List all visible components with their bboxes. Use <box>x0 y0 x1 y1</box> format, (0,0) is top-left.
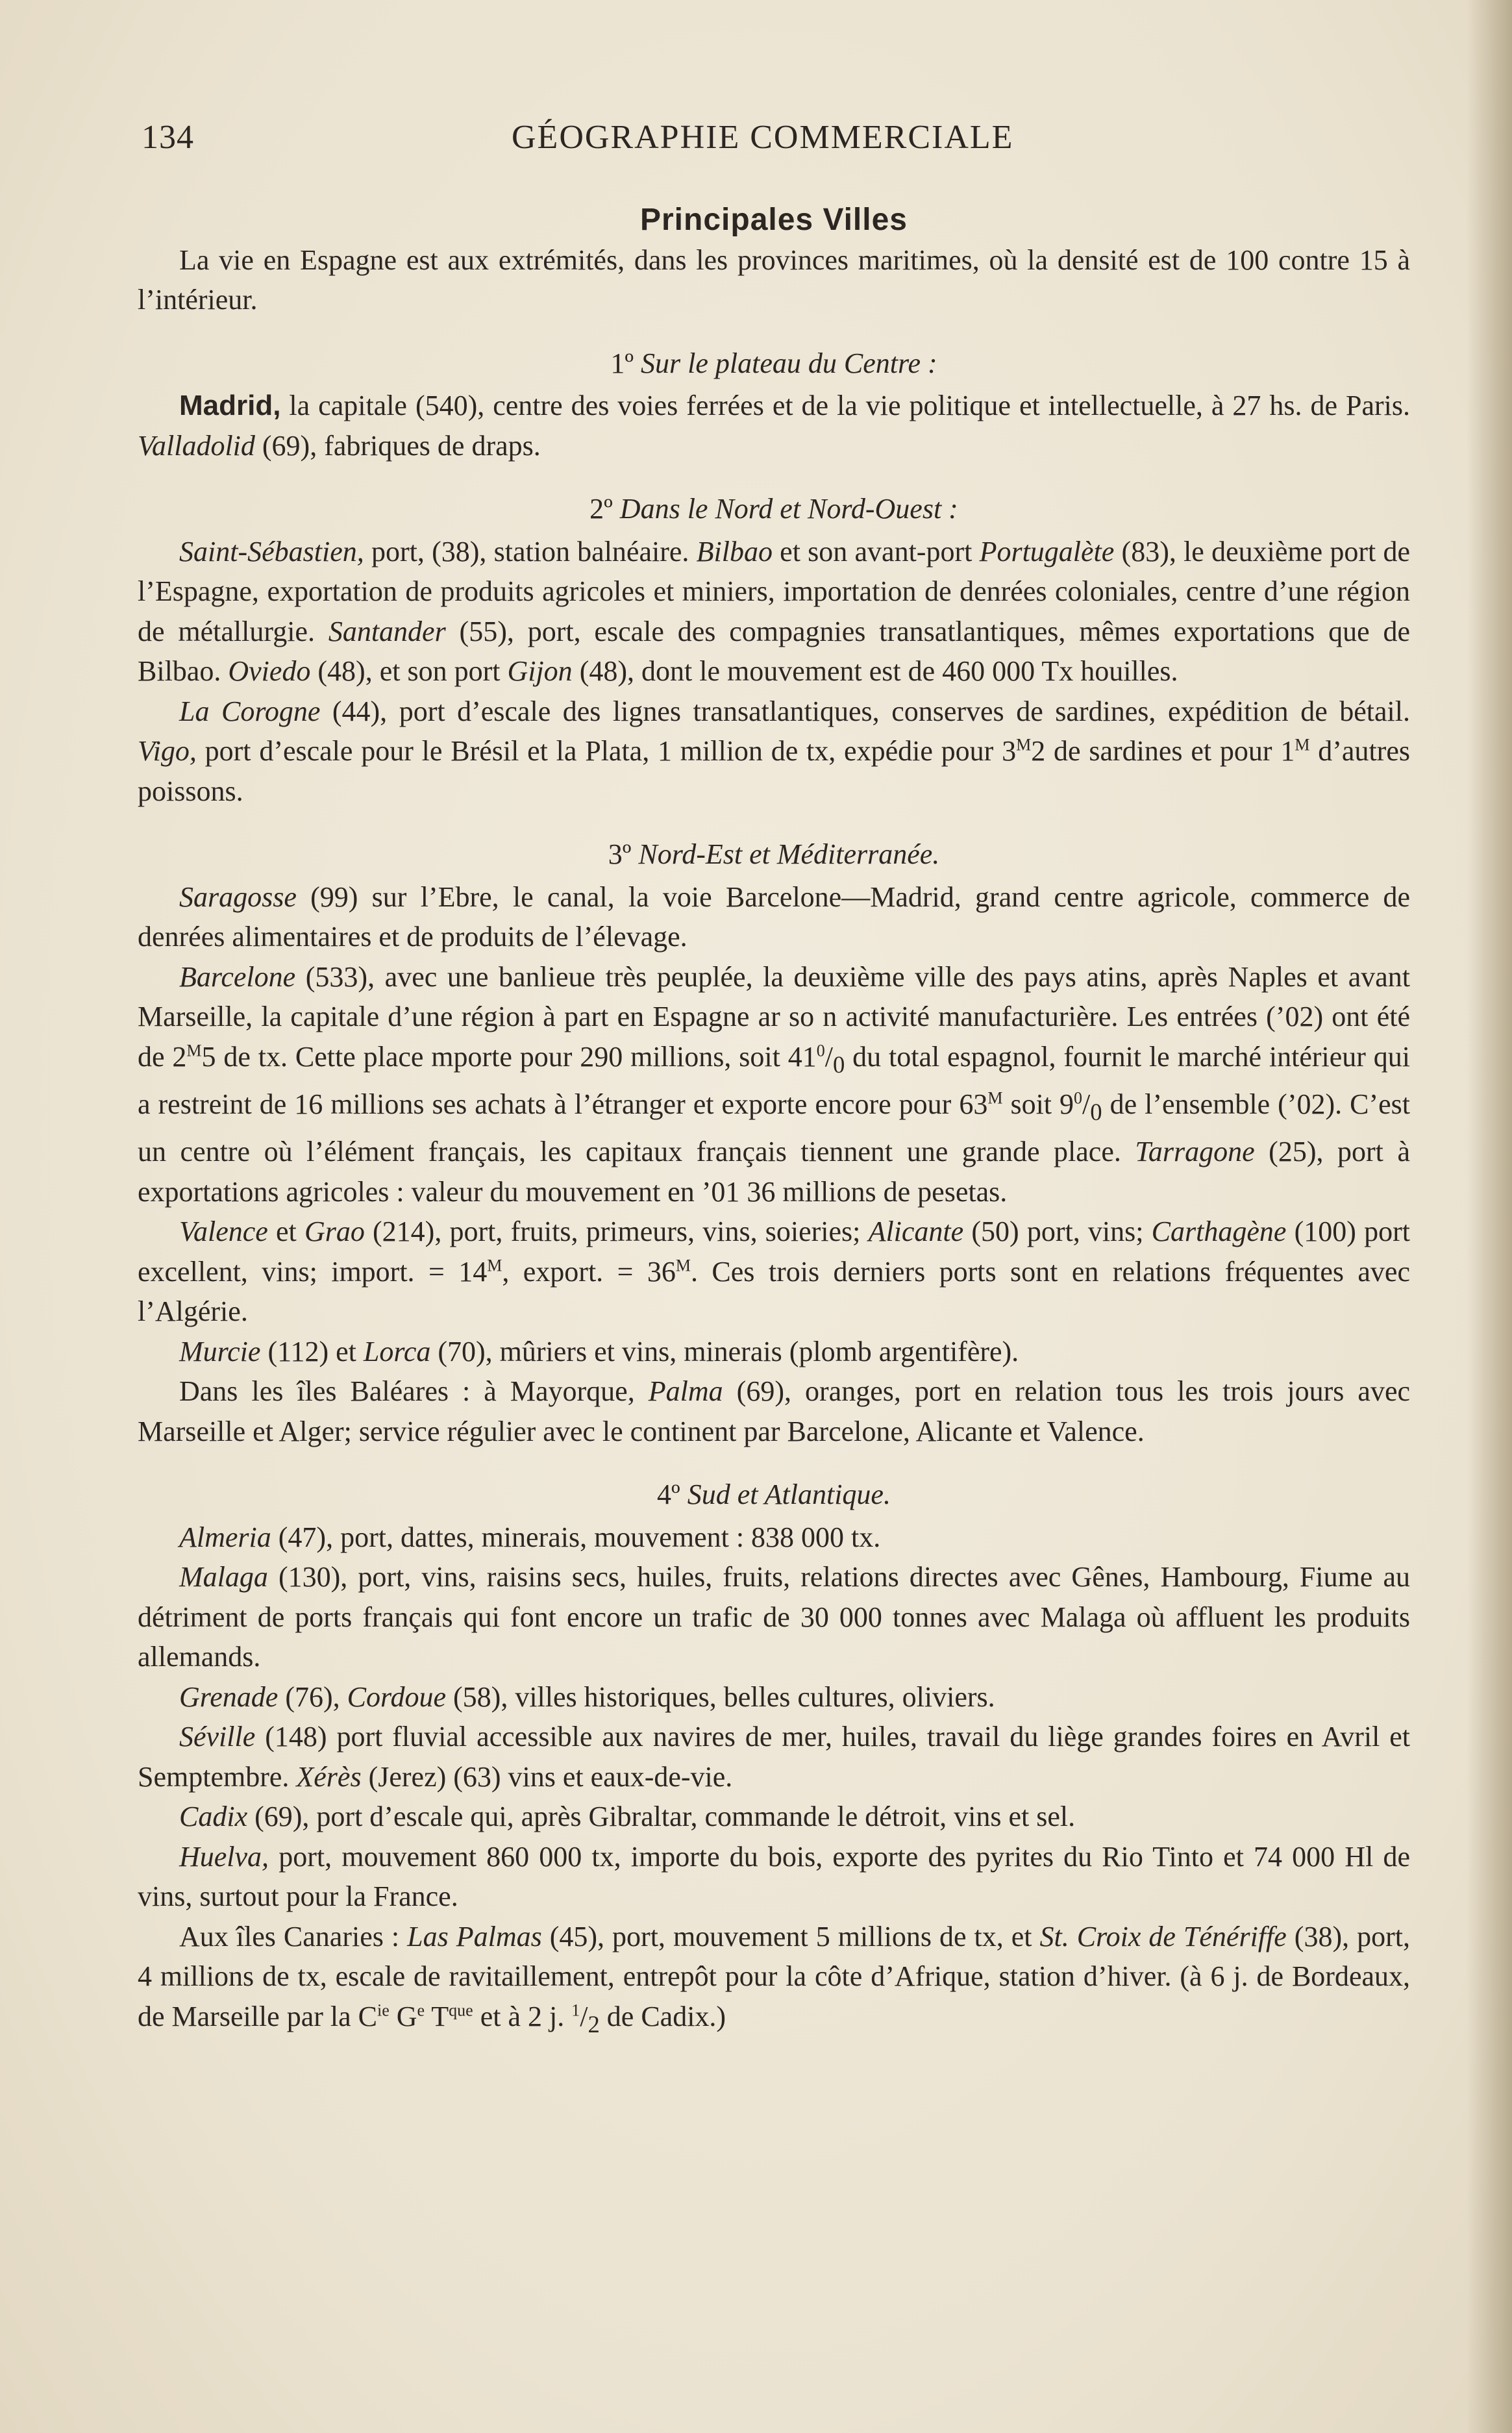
city-name: Murcie <box>179 1335 261 1367</box>
paragraph-barcelone <box>138 957 1410 1212</box>
text-run: (112) et <box>260 1335 364 1367</box>
section-heading-sud <box>138 1475 1410 1515</box>
superscript: que <box>449 2000 473 2019</box>
subscript: 0 <box>1090 1098 1102 1125</box>
paragraph-huelva <box>138 1837 1410 1917</box>
city-name: Oviedo <box>228 655 311 687</box>
intro-paragraph: La vie en Espagne est aux extrémités, dans les provinces maritimes, où la densité est de 100 contre 15 à l’intérieur. <box>138 243 1410 316</box>
city-name: Séville <box>179 1721 256 1753</box>
text-run: de Cadix.) <box>599 2000 726 2032</box>
text-run: (45), port, mouvement 5 millions de tx, et <box>541 1920 1040 1953</box>
paragraph-murcie <box>138 1332 1410 1372</box>
text-run: Aux îles Canaries : <box>179 1920 408 1953</box>
text-run: (Jerez) (63) vins et eaux-de-vie. <box>361 1760 733 1793</box>
city-name: St. Croix de Ténériffe <box>1039 1920 1287 1953</box>
text-run: / <box>580 2000 588 2032</box>
city-name: Valladolid <box>138 429 255 462</box>
text-run: (25), port à exportations agricoles : valeur du mouvement en ’01 36 millions de pesetas. <box>138 1136 1410 1208</box>
text-run: (70), mûriers et vins, minerais (plomb argentifère). <box>430 1335 1019 1367</box>
text-run: (214), port, fruits, primeurs, vins, soieries; <box>364 1216 869 1248</box>
text-run: (69), fabriques de draps. <box>254 429 541 462</box>
page-title: Principales Villes <box>639 203 908 237</box>
text-run: (76), <box>278 1680 347 1713</box>
text-run: (130), port, vins, raisins secs, huiles, fruits, relations directes avec Gênes, Hambourg, Fiume au détriment de ports français qui font encore un trafic de 30 000 tonnes avec Malaga où affluent les produits allemands. <box>138 1561 1410 1673</box>
city-name: Huelva, <box>179 1840 269 1873</box>
text-run: (148) port fluvial accessible aux navires de mer, huiles, travail du liège grandes foires en Avril et Semptembre. <box>138 1721 1410 1793</box>
superscript: 0 <box>1074 1088 1083 1108</box>
section-title: Dans le Nord et Nord-Ouest : <box>619 493 958 525</box>
superscript: M <box>987 1088 1003 1108</box>
running-header <box>142 118 1407 164</box>
page-content <box>138 200 1410 2044</box>
text-run: / <box>824 1040 833 1073</box>
text-run: (69), oranges, port en relation tous les trois jours avec Marseille et Alger; service régulier avec le continent par Barcelone, Alicante et Valence. <box>138 1375 1411 1447</box>
city-name: Cordoue <box>347 1680 447 1713</box>
text-run: (55), port, escale des compagnies transatlantiques, mêmes exportations que de Bilbao. <box>138 615 1411 687</box>
superscript: 0 <box>816 1040 825 1060</box>
superscript: M <box>487 1255 502 1275</box>
city-name: Madrid, <box>179 390 281 421</box>
section-heading-est <box>138 834 1410 875</box>
city-name: Cadix <box>179 1801 248 1833</box>
text-run: (48), et son port <box>310 655 508 687</box>
text-run: (48), dont le mouvement est de 460 000 Tx houilles. <box>572 655 1178 687</box>
text-run: et son avant-port <box>772 535 980 568</box>
city-name: La Corogne <box>179 695 321 727</box>
city-name: Alicante <box>868 1216 964 1248</box>
city-name: Tarragone <box>1135 1136 1255 1168</box>
city-name: Grao <box>304 1216 365 1248</box>
city-name: Barcelone <box>179 960 296 993</box>
text-run: T <box>425 2000 449 2032</box>
text-run: . Ces trois derniers ports sont en relations fréquentes avec l’Algérie. <box>138 1255 1410 1328</box>
text-run: 5 de tx. Cette place mporte pour 290 millions, soit 41 <box>201 1040 817 1073</box>
city-name: Palma <box>648 1375 723 1408</box>
text-run: (69), port d’escale qui, après Gibraltar, commande le détroit, vins et sel. <box>247 1801 1076 1833</box>
text-run: (100) port excellent, vins; import. = 14 <box>138 1216 1410 1288</box>
city-name: Santander <box>328 615 446 647</box>
text-run: (44), port d’escale des lignes transatlantiques, conserves de sardines, expédition de bétail. <box>320 695 1410 727</box>
section-title: Sud et Atlantique. <box>687 1479 891 1511</box>
text-run: (83), le deuxième port de l’Espagne, exportation de produits agricoles et miniers, importation de denrées coloniales, centre d’une région de métallurgie. <box>138 535 1410 647</box>
section-title: Sur le plateau du Centre : <box>641 347 937 379</box>
city-name: Las Palmas <box>407 1920 542 1953</box>
superscript: e <box>417 2000 425 2019</box>
superscript: M <box>186 1040 202 1060</box>
city-name: Vigo, <box>138 735 197 767</box>
city-name: Grenade <box>179 1680 279 1713</box>
city-name: Carthagène <box>1151 1216 1287 1248</box>
text-run: 2 de sardines et pour 1 <box>1031 735 1295 767</box>
page-number: 134 <box>142 119 194 156</box>
text-run: (38), port, 4 millions de tx, escale de ravitaillement, entrepôt pour la côte d’Afrique, station d’hiver. (à 6 j. de Bordeaux, de Marseille par la C <box>138 1920 1410 2032</box>
paragraph-madrid <box>138 386 1410 466</box>
text-run: G <box>389 2000 417 2032</box>
paragraph-grenade <box>138 1677 1410 1717</box>
text-run: port d’escale pour le Brésil et la Plata, 1 million de tx, expédie pour 3 <box>196 735 1017 767</box>
section-number: 1º <box>610 347 634 379</box>
section-number: 3º <box>608 838 632 870</box>
city-name: Portugalète <box>979 535 1115 568</box>
text-run: la capitale (540), centre des voies ferrées et de la vie politique et intellectuelle, à 27 hs. de Paris. <box>280 390 1410 421</box>
paragraph-canaries <box>138 1917 1410 2044</box>
paragraph-seville <box>138 1717 1410 1797</box>
section-number: 2º <box>589 493 613 525</box>
text-run: et à 2 j. <box>473 2000 572 2032</box>
text-run: (47), port, dattes, minerais, mouvement : 838 000 tx. <box>271 1521 881 1553</box>
superscript: ie <box>377 2000 390 2019</box>
text-run: de l’ensemble (’02). C’est un centre où l’élément français, les capitaux français tiennent une grande place. <box>138 1088 1411 1168</box>
text-run: port, mouvement 860 000 tx, importe du bois, exporte des pyrites du Rio Tinto et 74 000 Hl de vins, surtout pour la France. <box>138 1840 1410 1913</box>
paragraph-nord-2 <box>138 692 1410 812</box>
text-run: (99) sur l’Ebre, le canal, la voie Barcelone—Madrid, grand centre agricole, commerce de denrées alimentaires et de produits de l’élevage. <box>138 880 1410 953</box>
section-title: Nord-Est et Méditerranée. <box>638 838 940 870</box>
superscript: M <box>675 1255 691 1275</box>
superscript: 1 <box>571 2000 580 2019</box>
paragraph-cadix <box>138 1797 1410 1837</box>
city-name: Valence <box>179 1216 268 1248</box>
paragraph-saragosse <box>138 877 1410 957</box>
running-title: GÉOGRAPHIE COMMERCIALE <box>512 119 1014 156</box>
section-heading-centre <box>138 343 1410 384</box>
subscript: 2 <box>588 2010 600 2038</box>
city-name: Bilbao <box>696 535 773 568</box>
paragraph-malaga <box>138 1557 1410 1677</box>
city-name: Malaga <box>179 1561 268 1593</box>
city-name: Saint-Sébastien, <box>179 535 364 568</box>
paragraph-nord-1 <box>138 532 1410 692</box>
text-run: (58), villes historiques, belles cultures, oliviers. <box>446 1680 995 1713</box>
text-run: soit 9 <box>1002 1088 1074 1120</box>
text-run: du total espagnol, fournit le marché intérieur qui a restreint de 16 millions ses achats à l’étranger et exporte encore pour 63 <box>138 1040 1411 1120</box>
paragraph-valence <box>138 1212 1410 1332</box>
city-name: Saragosse <box>179 880 297 913</box>
city-name: Gijon <box>507 655 573 687</box>
superscript: M <box>1295 735 1310 755</box>
city-name: Almeria <box>179 1521 271 1553</box>
paragraph-almeria <box>138 1517 1410 1558</box>
city-name: Lorca <box>363 1335 431 1367</box>
text-run: Dans les îles Baléares : à Mayorque, <box>179 1375 649 1408</box>
text-run: port, (38), station balnéaire. <box>364 535 697 568</box>
text-run: d’autres poissons. <box>138 735 1410 807</box>
superscript: M <box>1016 735 1032 755</box>
paragraph-baleares <box>138 1371 1410 1451</box>
text-run: et <box>267 1216 304 1248</box>
subscript: 0 <box>832 1051 845 1078</box>
section-heading-nord <box>138 489 1410 529</box>
city-name: Xérès <box>296 1760 362 1793</box>
text-run: / <box>1082 1088 1091 1120</box>
section-number: 4º <box>657 1479 680 1511</box>
text-run: (50) port, vins; <box>963 1216 1152 1248</box>
text-run: (533), avec une banlieue très peuplée, la deuxième ville des pays atins, après Naples et avant Marseille, la capitale d’une région à part en Espagne ar so n activité manufacturière. Les entrées (’02) ont été de 2 <box>138 960 1410 1073</box>
text-run: , export. = 36 <box>502 1255 676 1288</box>
